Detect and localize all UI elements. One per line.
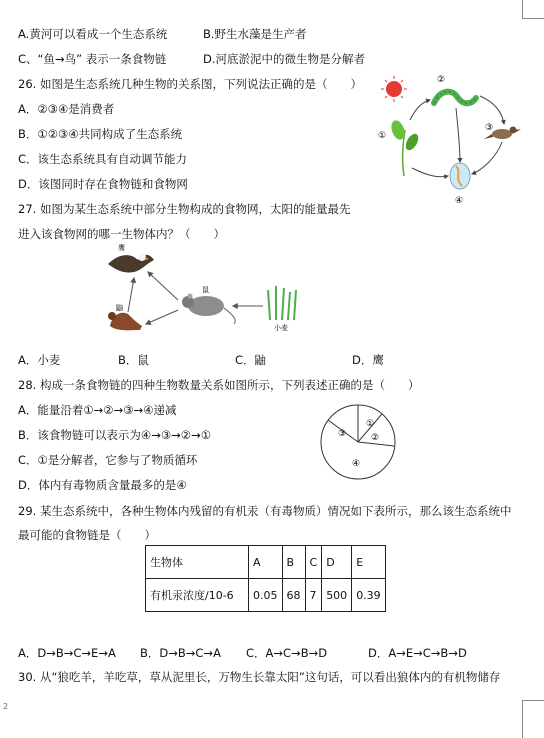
q26-option-b: B．①②③④共同构成了生态系统 xyxy=(18,127,183,141)
table-cell: 0.05 xyxy=(249,579,283,612)
q25-option-d: D.河底淤泥中的微生物是分解者 xyxy=(203,52,366,66)
q26-label-1: ① xyxy=(378,131,387,141)
q28-pie-label-3: ③ xyxy=(338,429,347,439)
q28-pie-label-1: ① xyxy=(366,419,375,429)
q29-stem-line2: 最可能的食物链是（ ） xyxy=(18,528,156,542)
table-cell: 68 xyxy=(282,579,305,612)
q28-stem: 28. 构成一条食物链的四种生物数量关系如图所示，下列表述正确的是（ ） xyxy=(18,378,420,392)
q26-label-3: ③ xyxy=(485,123,494,133)
table-cell: A xyxy=(249,546,283,579)
q26-stem: 26. 如图是生态系统几种生物的关系图，下列说法正确的是（ ） xyxy=(18,77,362,91)
q25-option-a: A.黄河可以看成一个生态系统 xyxy=(18,27,168,41)
q26-label-2: ② xyxy=(437,75,446,85)
q28-pie-diagram xyxy=(318,402,398,482)
q26-option-c: C．该生态系统具有自动调节能力 xyxy=(18,152,188,166)
q26-ecosystem-diagram xyxy=(372,68,532,213)
q27-option-c: C．鼬 xyxy=(235,353,267,367)
table-cell: 0.39 xyxy=(352,579,386,612)
plant-icon xyxy=(389,119,421,176)
crop-mark-top-right xyxy=(522,0,523,18)
q27-label-weasel: 鼬 xyxy=(116,304,123,312)
q29-mercury-table xyxy=(145,545,386,612)
q27-food-web-diagram xyxy=(98,240,318,340)
eagle-icon xyxy=(108,253,154,273)
table-cell: C xyxy=(305,546,322,579)
q28-option-d: D．体内有毒物质含量最多的是④ xyxy=(18,478,187,492)
table-cell: B xyxy=(282,546,305,579)
q28-option-b: B．该食物链可以表示为④→③→②→① xyxy=(18,428,212,442)
table-cell: D xyxy=(322,546,352,579)
table-cell: 生物体 xyxy=(146,546,249,579)
sun-icon xyxy=(381,76,407,102)
table-cell: 7 xyxy=(305,579,322,612)
crop-mark-top-right-h xyxy=(522,18,544,19)
crop-mark-bottom-right xyxy=(522,700,523,738)
crop-mark-bottom-right-h xyxy=(522,700,544,701)
q27-label-eagle: 鹰 xyxy=(118,244,125,252)
q25-option-b: B.野生水藻是生产者 xyxy=(203,27,307,41)
q26-option-d: D．该图同时存在食物链和食物网 xyxy=(18,177,188,191)
table-cell: 有机汞浓度/10-6 xyxy=(146,579,249,612)
table-row xyxy=(146,579,386,612)
q27-option-b: B．鼠 xyxy=(118,353,149,367)
q26-label-4: ④ xyxy=(455,196,464,206)
q30-stem: 30. 从“狼吃羊，羊吃草，草从泥里长，万物生长靠太阳”这句话，可以看出狼体内的有机物储存 xyxy=(18,670,501,684)
q28-option-c: C．①是分解者，它参与了物质循环 xyxy=(18,453,198,467)
q27-option-d: D．鹰 xyxy=(352,353,384,367)
q29-option-b: B．D→B→C→A xyxy=(140,646,221,660)
q27-option-a: A．小麦 xyxy=(18,353,61,367)
wheat-icon xyxy=(268,286,296,320)
q28-option-a: A．能量沿着①→②→③→④递减 xyxy=(18,403,177,417)
q27-stem-line1: 27. 如图为某生态系统中部分生物构成的食物网，太阳的能量最先 xyxy=(18,202,351,216)
q27-label-wheat: 小麦 xyxy=(274,324,288,332)
page-number: 2 xyxy=(3,702,9,711)
q28-pie-label-4: ④ xyxy=(352,459,361,469)
q25-option-c: C、“鱼→鸟” 表示一条食物链 xyxy=(18,52,167,66)
table-cell: 500 xyxy=(322,579,352,612)
q29-option-a: A．D→B→C→E→A xyxy=(18,646,116,660)
decomposer-icon xyxy=(450,163,470,189)
caterpillar-icon xyxy=(434,92,476,104)
q28-pie-label-2: ② xyxy=(371,433,380,443)
q29-stem-line1: 29. 某生态系统中，各种生物体内残留的有机汞（有毒物质）情况如下表所示，那么该生态系统中 xyxy=(18,504,512,518)
mouse-icon xyxy=(182,294,235,325)
q27-stem-line2: 进入该食物网的哪一生物体内？（ ） xyxy=(18,227,225,241)
table-cell: E xyxy=(352,546,386,579)
weasel-icon xyxy=(108,312,142,330)
q26-option-a: A．②③④是消费者 xyxy=(18,102,115,116)
q27-label-mouse: 鼠 xyxy=(202,286,209,294)
q29-option-d: D．A→E→C→B→D xyxy=(368,646,467,660)
q29-option-c: C．A→C→B→D xyxy=(246,646,328,660)
table-header-row xyxy=(146,546,386,579)
